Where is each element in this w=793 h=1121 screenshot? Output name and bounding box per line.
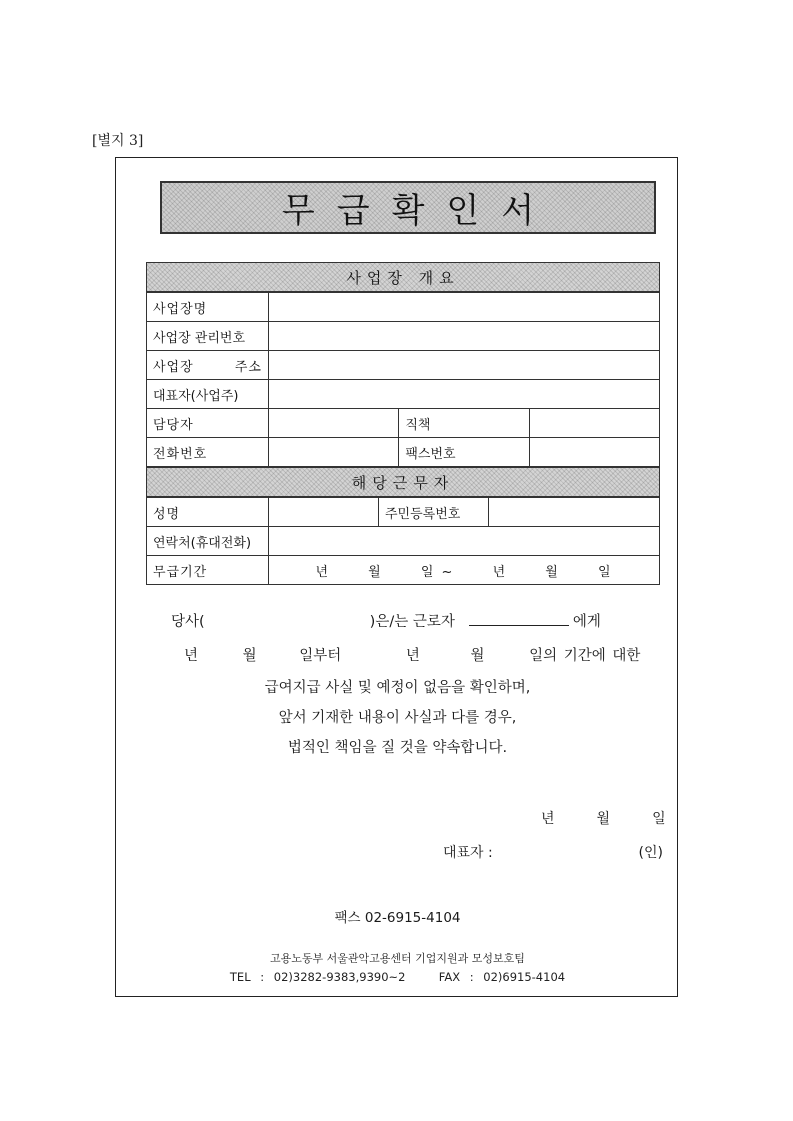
table-row <box>147 380 660 409</box>
period-year-end: 년 <box>492 564 508 580</box>
period-month-start: 월 <box>368 564 383 580</box>
row-label: 팩스번호 <box>399 438 529 467</box>
stmt-year-1: 년 <box>184 648 199 664</box>
worker-section-header: 해당근무자 <box>146 467 660 497</box>
stmt-period-end: 일의 기간에 대한 <box>529 648 641 664</box>
document-title <box>160 181 656 234</box>
unpaid-period-field[interactable] <box>269 556 660 585</box>
row-label: 대표자(사업주) <box>147 380 269 409</box>
table-row <box>147 556 660 585</box>
row-label: 전화번호 <box>147 438 269 467</box>
statement-line-1 <box>171 610 641 631</box>
footer-tel: TEL : 02)3282-9383,9390~2 <box>229 970 406 984</box>
stmt-from: 일부터 <box>299 648 342 664</box>
period-month-end: 월 <box>545 564 560 580</box>
footer-organization: 고용노동부 서울관악고용센터 기업지원과 모성보호팀 <box>270 952 525 965</box>
statement-line-4: 앞서 기재한 내용이 사실과 다를 경우, <box>278 710 517 726</box>
statement-to: 에게 <box>572 614 601 630</box>
row-label: 성명 <box>147 498 269 527</box>
row-label: 직책 <box>399 409 529 438</box>
document-title-text: 무급확인서 <box>281 191 557 231</box>
workplace-section-header: 사업장 개요 <box>146 262 660 292</box>
row-label: 사업장 관리번호 <box>147 322 269 351</box>
workplace-mgmt-number-field[interactable] <box>269 322 660 351</box>
row-label: 사업장명 <box>147 293 269 322</box>
table-row <box>147 438 660 467</box>
table-row <box>147 322 660 351</box>
stmt-month-1: 월 <box>242 648 257 664</box>
date-day: 일 <box>652 811 666 827</box>
worker-name-field[interactable] <box>269 498 379 527</box>
period-day-end: 일 <box>597 564 613 580</box>
representative-label: 대표자 : <box>443 845 493 861</box>
worker-table <box>146 497 660 585</box>
stmt-month-2: 월 <box>470 648 485 664</box>
representative-field[interactable] <box>269 380 660 409</box>
date-month: 월 <box>596 811 611 827</box>
workplace-table <box>146 292 660 467</box>
statement-line-2 <box>176 644 640 665</box>
worker-name-blank[interactable] <box>469 611 569 626</box>
workplace-name-field[interactable] <box>269 293 660 322</box>
seal-mark: (인) <box>638 845 663 861</box>
table-row <box>147 351 660 380</box>
period-year-start: 년 <box>315 564 330 580</box>
representative-signature <box>443 842 663 862</box>
form-grid <box>146 262 660 585</box>
statement-company-open: 당사( <box>171 614 205 630</box>
row-label: 연락처(휴대전화) <box>147 527 269 556</box>
resident-number-field[interactable] <box>489 498 660 527</box>
contact-person-field[interactable] <box>269 409 399 438</box>
phone-field[interactable] <box>269 438 399 467</box>
table-row <box>147 527 660 556</box>
row-label: 사업장 주소 <box>147 351 269 380</box>
signature-date <box>541 808 666 828</box>
table-row <box>147 498 660 527</box>
row-label: 주민등록번호 <box>379 498 489 527</box>
stmt-year-2: 년 <box>405 648 420 664</box>
mobile-field[interactable] <box>269 527 660 556</box>
workplace-address-field[interactable] <box>269 351 660 380</box>
fax-field[interactable] <box>529 438 659 467</box>
row-label: 담당자 <box>147 409 269 438</box>
annex-label: [별지 3] <box>92 133 144 149</box>
statement-line-3: 급여지급 사실 및 예정이 없음을 확인하며, <box>264 680 531 696</box>
footer-contact <box>116 970 679 984</box>
date-year: 년 <box>541 811 555 827</box>
row-label: 무급기간 <box>147 556 269 585</box>
statement-line-5: 법적인 책임을 질 것을 약속합니다. <box>287 740 508 756</box>
footer-fax: FAX : 02)6915-4104 <box>438 970 566 984</box>
fax-number: 팩스 02-6915-4104 <box>334 910 461 926</box>
table-row <box>147 293 660 322</box>
position-field[interactable] <box>529 409 659 438</box>
table-row <box>147 409 660 438</box>
period-day-start: 일 ~ <box>420 564 455 580</box>
document-frame <box>115 157 678 997</box>
statement-company-close: )은/는 근로자 <box>369 614 455 630</box>
